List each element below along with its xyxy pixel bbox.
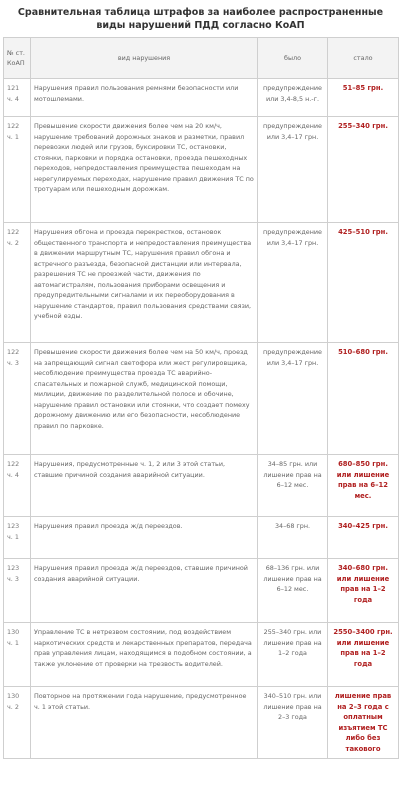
row-article: 130 ч. 1 xyxy=(4,623,31,687)
table-row xyxy=(4,687,399,759)
row-violation: Управление ТС в нетрезвом состоянии, под воздействием наркотических средств и лекарственных препаратов, передача прав управления лицам, находящимся в подобном состоянии, а также уклонение от проверки на трезвость водителей. xyxy=(31,623,258,687)
row-violation: Превышение скорости движения более чем на 20 км/ч, нарушение требований дорожных знаков и разметки, правил перевозки людей или грузов, буксировки ТС, остановки, стоянки, парковки и порядка остановки, проезда пешеходных переходов, непредоставления преимущества пешеходам на нерегулируемых переходах, нарушение правил движения ТС по тротуарам или пешеходным дорожкам. xyxy=(31,117,258,223)
page-title: Сравнительная таблица штрафов за наиболее распространенные виды нарушений ПДД согласно КоАП xyxy=(17,7,384,31)
row-violation: Нарушения правил проезда ж/д переездов. xyxy=(31,517,258,559)
table-row xyxy=(4,517,399,559)
row-was: 34–68 грн. xyxy=(258,517,328,559)
row-was: 68–136 грн. или лишение прав на 6–12 мес. xyxy=(258,559,328,623)
row-was: предупреждение или 3,4-8,5 н.-г. xyxy=(258,79,328,117)
table-row xyxy=(4,79,399,117)
row-was: 34–85 грн. или лишение прав на 6–12 мес. xyxy=(258,455,328,517)
row-article: 122 ч. 2 xyxy=(4,223,31,343)
header-was: было xyxy=(258,38,328,79)
row-now: 340–680 грн. или лишение прав на 1–2 года xyxy=(328,559,399,623)
row-was: предупреждение или 3,4–17 грн. xyxy=(258,223,328,343)
row-violation: Нарушения обгона и проезда перекрестков, остановок общественного транспорта и непредоставления преимущества в движении маршрутным ТС, нарушения правил обгона и встречного разъезда, безопасной дистанции или интервала, разрешения ТС не проезжей части, движения по автомагистралям, пользования приборами освещения и предупредительными сигналами и их переоборудования в нарушение стандартов, правил пользования средствами связи, учебной езды. xyxy=(31,223,258,343)
row-now: 510–680 грн. xyxy=(328,343,399,455)
header-article: № ст. КоАП xyxy=(4,38,31,79)
row-article: 122 ч. 4 xyxy=(4,455,31,517)
row-violation: Повторное на протяжении года нарушение, предусмотренное ч. 1 этой статьи. xyxy=(31,687,258,759)
row-article: 123 ч. 1 xyxy=(4,517,31,559)
table-header-row xyxy=(4,38,399,79)
header-violation: вид нарушения xyxy=(31,38,258,79)
row-violation: Превышение скорости движения более чем на 50 км/ч, проезд на запрещающий сигнал светофора или жест регулировщика, несоблюдение преимущества проезда ТС аварийно-спасательных и пожарной служб, медицинской помощи, милиции, движение по разделительной полосе и обочине, нарушение правил остановки или стоянки, что создает помеху дорожному движению или его безопасности, несоблюдение правил по парковке. xyxy=(31,343,258,455)
row-now: 2550–3400 грн. или лишение прав на 1–2 года xyxy=(328,623,399,687)
row-violation: Нарушения правил пользования ремнями безопасности или мотошлемами. xyxy=(31,79,258,117)
table-row xyxy=(4,343,399,455)
table-row xyxy=(4,223,399,343)
row-now: 680–850 грн. или лишение прав на 6–12 мес. xyxy=(328,455,399,517)
fines-table xyxy=(3,37,399,759)
table-row xyxy=(4,117,399,223)
table-row xyxy=(4,455,399,517)
row-was: предупреждение или 3,4–17 грн. xyxy=(258,343,328,455)
row-now: 340–425 грн. xyxy=(328,517,399,559)
row-violation: Нарушения, предусмотренные ч. 1, 2 или 3 этой статьи, ставшие причиной создания аварийной ситуации. xyxy=(31,455,258,517)
header-now: стало xyxy=(328,38,399,79)
row-article: 122 ч. 3 xyxy=(4,343,31,455)
row-was: 255–340 грн. или лишение прав на 1–2 года xyxy=(258,623,328,687)
table-row xyxy=(4,559,399,623)
row-now: 51–85 грн. xyxy=(328,79,399,117)
row-now: лишение прав на 2–3 года с оплатным изъятием ТС либо без такового xyxy=(328,687,399,759)
row-was: предупреждение или 3,4–17 грн. xyxy=(258,117,328,223)
row-violation: Нарушения правил проезда ж/д переездов, ставшие причиной создания аварийной ситуации. xyxy=(31,559,258,623)
row-now: 425–510 грн. xyxy=(328,223,399,343)
row-was: 340–510 грн. или лишение прав на 2–3 года xyxy=(258,687,328,759)
row-now: 255–340 грн. xyxy=(328,117,399,223)
row-article: 130 ч. 2 xyxy=(4,687,31,759)
row-article: 122 ч. 1 xyxy=(4,117,31,223)
row-article: 121 ч. 4 xyxy=(4,79,31,117)
table-row xyxy=(4,623,399,687)
row-article: 123 ч. 3 xyxy=(4,559,31,623)
